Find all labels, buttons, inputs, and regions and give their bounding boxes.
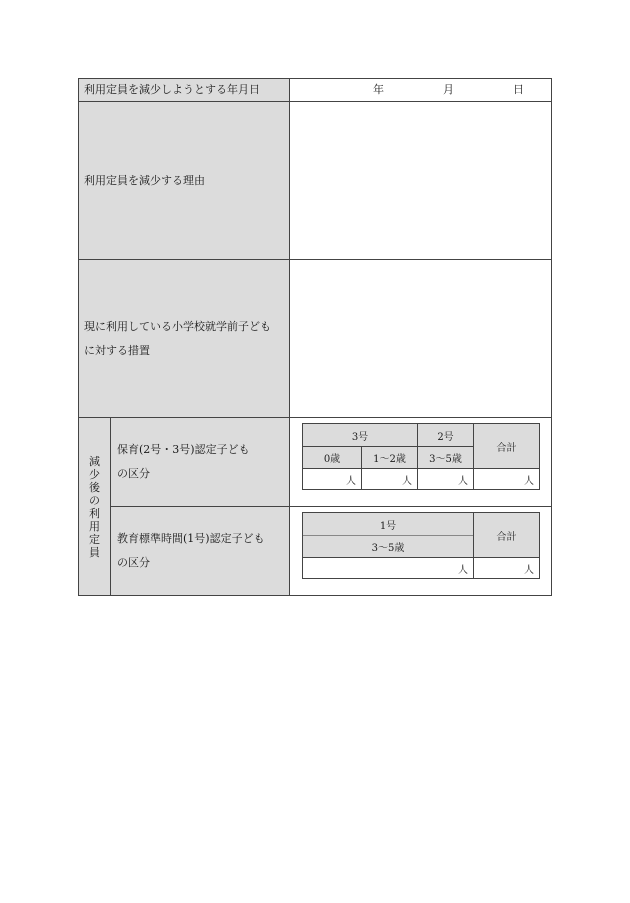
current-measures-label-cell	[79, 260, 289, 417]
hoiku-label-line1: 保育(2号・3号)認定子ども	[117, 443, 250, 456]
group-1go-label: 1号	[379, 520, 397, 532]
side-char: 利	[89, 506, 100, 520]
hoiku-total-input[interactable]	[474, 469, 539, 489]
reduction-reason-label-cell	[79, 102, 289, 259]
kyoiku-total-header	[474, 513, 539, 557]
side-char: 定	[89, 532, 100, 546]
group-3go-header	[303, 424, 417, 446]
group-3go-label: 3号	[351, 431, 369, 443]
age-3-5-header	[418, 447, 473, 468]
hoiku-label-line2: の区分	[117, 467, 150, 480]
current-measures-field[interactable]	[290, 260, 551, 417]
age-1-2-label: 1〜2歳	[373, 454, 406, 465]
hoiku-values-cell	[290, 418, 551, 506]
reduction-date-label: 利用定員を減少しようとする年月日	[84, 83, 260, 96]
side-char: 後	[89, 480, 100, 494]
group-2go-label: 2号	[437, 431, 454, 443]
side-char: 減	[89, 454, 100, 468]
group-1go-header	[303, 513, 473, 535]
year-label: 年	[373, 83, 384, 96]
hoiku-category-label-cell	[111, 418, 289, 506]
kyoiku-age-3-5-label: 3〜5歳	[371, 543, 405, 554]
kyoiku-total-input[interactable]	[474, 558, 539, 578]
current-measures-label-line2: に対する措置	[84, 343, 150, 357]
side-char: 少	[89, 467, 100, 481]
kyoiku-total-label: 合計	[496, 531, 517, 543]
kyoiku-label-line1: 教育標準時間(1号)認定子ども	[117, 532, 265, 545]
age-0-label: 0歳	[323, 454, 341, 465]
total-header	[474, 424, 539, 468]
month-label: 月	[443, 83, 454, 96]
current-measures-label-line1: 現に利用している小学校就学前子ども	[84, 319, 271, 333]
age-3-5-input[interactable]	[418, 469, 473, 489]
kyoiku-subtable	[302, 512, 540, 579]
kyoiku-age-3-5-input[interactable]	[303, 558, 473, 578]
age-3-5-label: 3〜5歳	[429, 454, 462, 465]
age-0-input[interactable]	[303, 469, 361, 489]
reduction-reason-label: 利用定員を減少する理由	[84, 173, 205, 187]
total-label: 合計	[496, 442, 517, 454]
kyoiku-category-label-cell	[111, 507, 289, 595]
age-0-header	[303, 447, 361, 468]
kyoiku-age-3-5-header	[303, 536, 473, 557]
hoiku-subtable	[302, 423, 540, 490]
application-form	[78, 78, 552, 596]
side-char: の	[89, 493, 100, 507]
kyoiku-label-line2: の区分	[117, 556, 150, 569]
age-1-2-input[interactable]	[362, 469, 417, 489]
unit-label: 人	[346, 475, 356, 487]
age-1-2-header	[362, 447, 417, 468]
reduced-capacity-side-label	[79, 418, 110, 595]
unit-label: 人	[524, 475, 534, 487]
side-char: 用	[89, 519, 100, 533]
unit-label: 人	[458, 475, 468, 487]
unit-label: 人	[402, 475, 412, 487]
unit-label: 人	[458, 564, 468, 576]
reduction-reason-field[interactable]	[290, 102, 551, 259]
reduction-date-field[interactable]	[290, 79, 551, 101]
group-2go-header	[418, 424, 473, 446]
reduction-date-label-cell	[79, 79, 289, 101]
day-label: 日	[513, 83, 524, 96]
kyoiku-values-cell	[290, 507, 551, 595]
unit-label: 人	[524, 564, 534, 576]
side-char: 員	[89, 545, 100, 559]
